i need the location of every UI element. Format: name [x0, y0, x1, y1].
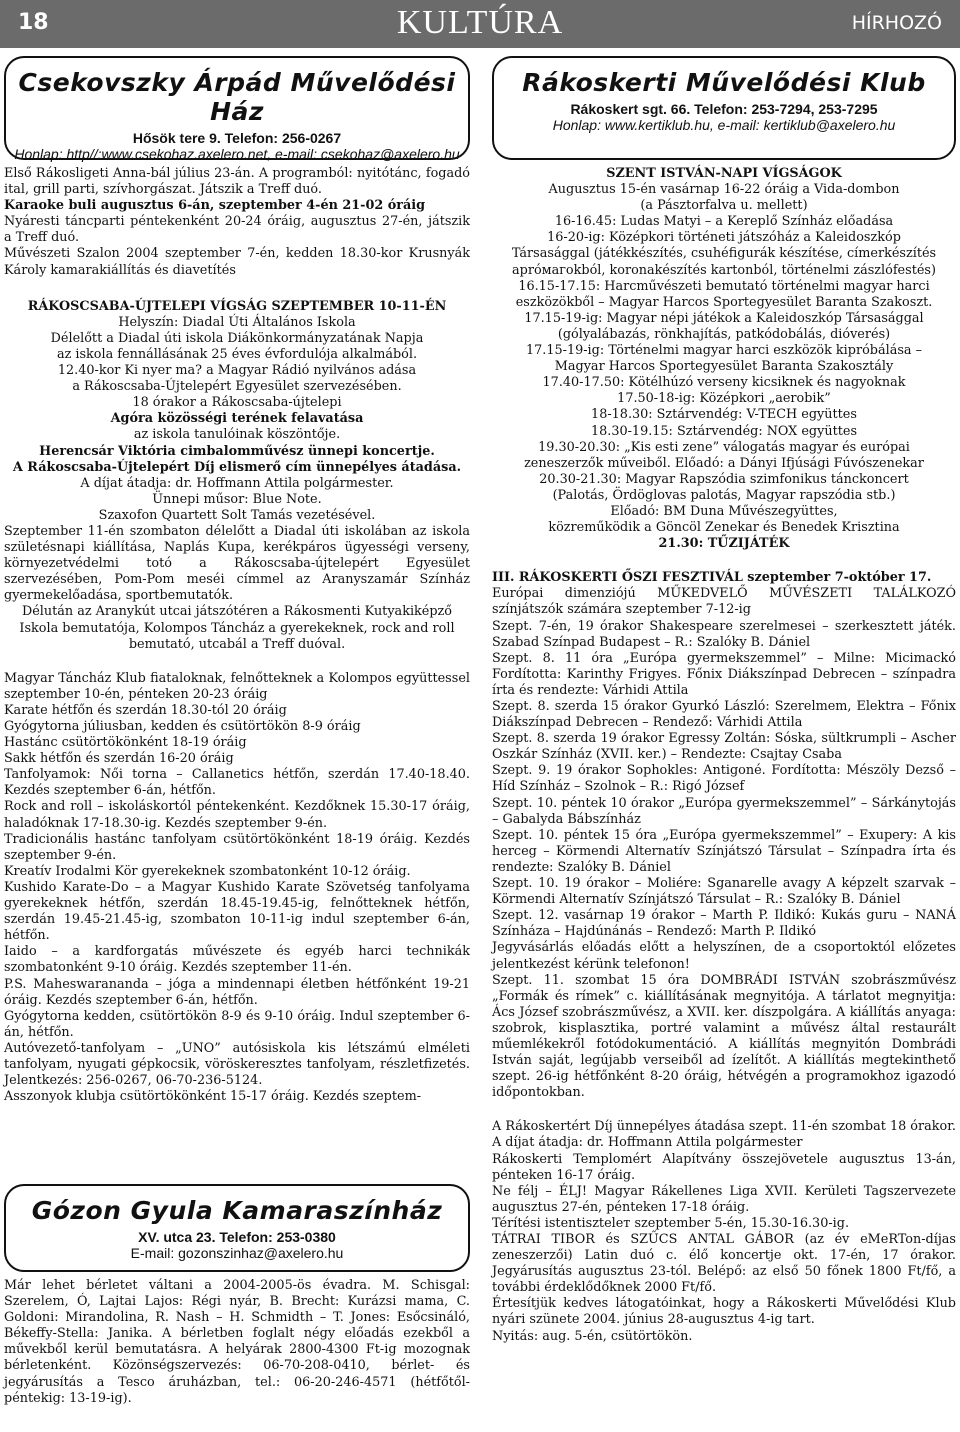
- club-item: Asszonyok klubja csütörtökönként 15-17 óráig. Kezdés szeptem-: [4, 1089, 422, 1105]
- gozon-title: Gózon Gyula Kamaraszínház: [31, 1196, 443, 1225]
- festival-item: Szept. 8. szerda 19 órakor Egressy Zoltán: Sóska, sültkrumpli – Ascher Oszkár Színház (XVII. ker.) – Rendezte: Csajtay Csaba: [492, 731, 956, 763]
- muveszeti-szalon: Művészeti Szalon 2004 szeptember 7-én, kedden 18.30-kor Krusnyák Károly kamarakiállítás és diavetítés: [4, 246, 470, 278]
- program-line: apróмагokból, koronakészítés kartonból, történelmi zászlófestés): [512, 262, 936, 278]
- club-item: Gyógytorna júliusban, kedden és csütörtökön 8-9 óráig: [4, 719, 361, 734]
- program-line: 17.15-19-ig: Magyar népi játékok a Kaleidoszkóp Társasággal: [524, 310, 924, 326]
- clubs-list: [4, 671, 470, 1106]
- publication-name: HÍRHOZÓ: [851, 12, 942, 34]
- rakoskerti-web: Honlap: www.kertiklub.hu, e-mail: kertiklub@axelero.hu: [552, 117, 896, 133]
- vigsag-line: 12.40-kor Ki nyer ma? a Magyar Rádió nyilvános adása: [57, 363, 417, 379]
- csekovszky-address: Hősök tere 9. Telefon: 256-0267: [132, 130, 342, 146]
- closing-block: [492, 1119, 956, 1344]
- program-line: Magyar Harcos Sportegyesület Baranta Szakosztály: [554, 359, 894, 375]
- closing-item: TÁTRAI TIBOR és SZŰCS ANTAL GÁBOR (az év eMeRTon-díjas zeneszerzői) Latin duó c. élő koncertje okt. 17-én, 17 órakor. Jegyárusítás augusztus 23-tól. Belépő: az első 50 főnek 1800 Ft/fő, a további érdeklődőknek 2000 Ft/fő.: [492, 1232, 956, 1296]
- festival-item: Szept. 8. 11 óra „Európa gyermekszemmel” – Milne: Micimackó Fordította: Karinthy Frigyes. Főnix Diákszínpad Debrecen – színpadra írta és rendezte: Várhidi Attila: [492, 650, 956, 698]
- rakoskerti-title: Rákoskerti Művelődési Klub: [522, 68, 926, 97]
- rakoskerti-box: [492, 56, 956, 160]
- festival-item: Szept. 11. szombat 15 óra DOMBRÁDI ISTVÁN szobrászművész „Formák és rímek” c. kiállításának megnyitója. A tárlatot megnyitja: Ács József szobrászművész, a XVII. ker. díszpolgára. A kiállítás anyaga: szobrok, kisplasztika, portré valamint a művész által restaurált műemlékekről fotódokumentáció. A kiállítás megnyitón Dombrádi István saját, legújabb verseiből ad ízelítőt. A kiállítás megtekinthető szept. 26-ig hétfőnként 8-20 óráig, hétvégén a programokhoz igazodó időpontokban.: [492, 972, 956, 1101]
- club-item: Autóvezető-tanfolyam – „UNO” autósiskola kis létszámú elméleti tanfolyam, nyugati gépkocsik, vöröskeresztes tanfolyam, részletfizetés. Jelentkezés: 256-0267, 06-70-236-5124.: [4, 1040, 470, 1089]
- karaoke: Karaoke buli augusztus 6-án, szeptember 4-én 21-02 óráig: [4, 198, 426, 214]
- club-item: Kushido Karate-Do – a Magyar Kushido Karate Szövetség tanfolyama gyerekeknek hétfőn, szerdán 18.45-19.45-ig, felnőtteknek hétfőn, szerdán 19.45-21.45-ig, szombaton 10-11-ig indul szeptember 6-án, hétfőn.: [4, 879, 470, 944]
- program-line: 16.15-17.15: Harcművészeti bemutató történelmi magyar harci: [518, 278, 930, 294]
- club-item: Kreatív Irodalmi Kör gyerekeknek szombatonként 10-12 óráig.: [4, 863, 411, 879]
- festival-item: Európai dimenziójú MŰKEDVELŐ MŰVÉSZETI TALÁLKOZÓ színjátszók számára szeptember 7-12-ig: [492, 586, 956, 618]
- program-line: 16-16.45: Ludas Matyi – a Kereplő Színház előadása: [554, 214, 894, 230]
- club-item: P.S. Maheswarananda – jóga a mindennapi életben hétfőnként 19-21 óráig. Kezdés szeptember 6-án, hétfőn.: [4, 976, 470, 1008]
- festival-title: III. RÁKOSKERTI ŐSZI FESZTIVÁL szeptember 7-október 17.: [492, 570, 932, 586]
- program-line: 21.30: TŰZIJÁTÉK: [658, 536, 790, 552]
- section-title: KULTÚRA: [396, 4, 564, 41]
- vigsag-line: Délelőtt a Diadal úti iskola Diákönkormányzatának Napja: [50, 330, 424, 346]
- festival-block: [492, 570, 956, 1101]
- vigsag-line: A Rákoscsaba-Újtelepért Díj elismerő cím ünnepélyes átadása.: [12, 459, 462, 475]
- program-line: (Palotás, Ördöglovas palotás, Magyar rapszódia stb.): [552, 487, 896, 503]
- vigsag-line: a Rákoscsaba-Újtelepért Egyesület szervezésében.: [72, 379, 402, 395]
- csekovszky-title: Csekovszky Árpád Művelődési Ház: [18, 68, 456, 126]
- anna-bal: Első Rákosligeti Anna-bál július 23-án. A programból: nyitótánc, fogadó ital, grill parti, szívhorgászat. Játszik a Treff duó.: [4, 166, 470, 198]
- program-line: 18-18.30: Sztárvendég: V-TECH együttes: [591, 407, 857, 423]
- club-item: Magyar Táncház Klub fiataloknak, felnőtteknek a Kolompos együttessel szeptember 10-én, pénteken 20-23 óráig: [4, 670, 470, 702]
- page-number: 18: [18, 10, 49, 35]
- closing-item: Rákoskerti Templomért Alapítvány összejövetele augusztus 13-án, pénteken 16-17 óráig.: [492, 1151, 956, 1183]
- closing-item: Ne félj – ÉLJ! Magyar Rákellenes Liga XVII. Kerületi Tagszervezete augusztus 27-én, pénteken 17-18 óráig.: [492, 1183, 956, 1215]
- program-title: SZENT ISTVÁN-NAPI VÍGSÁGOK: [606, 166, 842, 181]
- csekovszky-box: [4, 56, 470, 160]
- vigsag-line: Helyszín: Diadal Úti Általános Iskola: [118, 314, 356, 330]
- afternoon-text: Délután az Aranykút utcai játszótéren a Rákosmenti Kutyakiképző Iskola bemutatója, Kolompos Táncház a gyerekeknek, rock and roll bemutató, utcabál a Treff duóval.: [19, 604, 455, 652]
- vigsag-line: Herencsár Viktória cimbalomművész ünnepi koncertje.: [39, 443, 435, 459]
- program-line: (a Pásztorfalva u. mellett): [640, 198, 808, 214]
- vigsag-line: 18 órakor a Rákoscsaba-újtelepi: [132, 395, 342, 411]
- tancparti: Nyáresti táncparti péntekenként 20-24 óráig, augusztus 27-én, játszik a Treff duó.: [4, 214, 470, 246]
- gozon-email: E-mail: gozonszinhaz@axelero.hu: [130, 1245, 344, 1261]
- club-item: Rock and roll – iskoláskortól péntekenként. Kezdőknek 15.30-17 óráig, haladóknak 17-18.30-ig. Kezdés szeptember 9-én.: [4, 799, 470, 831]
- program-line: eszközökből – Magyar Harcos Sportegyesület Baranta Szakoszt.: [515, 294, 933, 310]
- club-item: Gyógytorna kedden, csütörtökön 8-9 és 9-10 óráig. Indul szeptember 6-án, hétfőn.: [4, 1008, 470, 1040]
- vigsag-line: Szaxofon Quartett Solt Tamás vezetésével.: [98, 507, 376, 523]
- program-line: 17.50-18-ig: Középkori „aerobik”: [617, 391, 831, 407]
- closing-item: Értesítjük kedves látogatóinkat, hogy a Rákoskerti Művelődési Klub nyári szünete 2004. június 28-augusztus 4-ig tart.: [492, 1296, 956, 1328]
- vigsag-line: A díjat átadja: dr. Hoffmann Attila polgármester.: [80, 475, 394, 491]
- program-line: 17.15-19-ig: Történelmi magyar harci eszközök kipróbálása –: [525, 343, 922, 359]
- vigsag-line: Ünnepi műsor: Blue Note.: [152, 491, 322, 507]
- program-line: közreműködik a Göncöl Zenekar és Benedek Krisztina: [548, 520, 900, 536]
- csekovszky-web: Honlap: http//:www.csekohaz.axelero.net, e-mail: csekohaz@axelero.hu: [14, 146, 460, 162]
- program-line: Társasággal (játékkészítés, csuhéfigurák készítése, címerkészítés: [511, 246, 937, 262]
- festival-item: Szept. 9. 19 órakor Sophokles: Antigoné. Fordította: Mészöly Dezső – Híd Színház – Szolnok – R.: Rigó József: [492, 763, 956, 795]
- club-item: Hastánc csütörtökönként 18-19 óráig: [4, 735, 247, 751]
- festival-item: Szept. 7-én, 19 órakor Shakespeare szerelmesei – szerkesztett játék. Szabad Színpad Budapest – R.: Szalóky B. Dániel: [492, 618, 956, 650]
- program-line: Augusztus 15-én vasárnap 16-22 óráig a Vida-dombon: [548, 182, 900, 198]
- vigsag-line: az iskola fennállásának 25 éves évfordulója alkalmából.: [56, 346, 418, 362]
- gozon-address: XV. utca 23. Telefon: 253-0380: [138, 1229, 336, 1245]
- right-column: [492, 56, 956, 1345]
- club-item: Karate hétfőn és szerdán 18.30-tól 20 óráig: [4, 702, 287, 718]
- festival-item: Szept. 10. péntek 15 óra „Európa gyermekszemmel” – Exupery: A kis herceg – Körmendi Alternatív Színjátszó Társulat – Színpadra írta és rendezte: Szalóky B. Dániel: [492, 827, 956, 875]
- program-line: 20.30-21.30: Magyar Rapszódia szimfonikus tánckoncert: [539, 471, 909, 487]
- szent-istvan-program: [492, 166, 956, 552]
- program-line: 17.40-17.50: Kötélhúzó verseny kicsiknek és nagyoknak: [542, 375, 906, 391]
- vigsag-block: [4, 299, 470, 524]
- program-line: 16-20-ig: Középkori történeti játszóház a Kaleidoszkóp: [547, 230, 901, 246]
- club-item: Iaido – a kardforgatás művészete és egyéb harci technikák szombatonként 9-10 óráig. Kezdés szeptember 11-én.: [4, 944, 470, 976]
- club-item: Tanfolyamok: Női torna – Callanetics hétfőn, szerdán 17.40-18.40. Kezdés szeptember 6-án, hétfőn.: [4, 767, 470, 799]
- program-line: (gólyalábazás, rönkhajítás, patkódobálás, dióverés): [557, 326, 891, 342]
- page-header: [0, 0, 960, 48]
- festival-item: Szept. 10. péntek 10 órakor „Európa gyermekszemmel” – Sárkánytojás – Gabalyda Bábszínház: [492, 795, 956, 827]
- club-item: Tradicionális hastánc tanfolyam csütörtökönként 18-19 óráig. Kezdés szeptember 9-én.: [4, 831, 470, 863]
- vigsag-line: Agóra közösségi terének felavatása: [110, 411, 364, 427]
- gozon-section: [4, 1184, 470, 1407]
- gozon-box: [4, 1184, 470, 1272]
- festival-item: Jegyvásárlás előadás előtt a helyszínen, de a csoportoktól előzetes jelentkezést kérünk telefonon!: [492, 940, 956, 972]
- vigsag-line: az iskola tanulóinak köszöntője.: [133, 427, 341, 443]
- vigsag-title: RÁKOSCSABA-ÚJTELEPI VÍGSÁG SZEPTEMBER 10-11-ÉN: [27, 298, 447, 314]
- closing-item: Térítési istentiszteleт szeptember 5-én, 15.30-16.30-ig.: [492, 1215, 850, 1231]
- program-line: Előadó: BM Duna Művészegyüttes,: [610, 503, 838, 519]
- gozon-text: Már lehet bérletet váltani a 2004-2005-ös évadra. M. Schisgal: Szerelem, Ó, Lajtai Lajos: Régi nyár, B. Brecht: Kurázsi mama, C. Goldoni: Mirandolina, R. Nash – H. Schmidth – T. Jones: Esőcsináló, Békeffy-Stella: Janika. A bérletben foglalt négy előadás ezekből a művekből kerül bemutatásra. A helyárak 2800-4300 Ft-ig mozognak bérletenként. Közönségszervezés: 06-70-208-0410, bérlet- és jegyárusítás a Tesco áruházban, tel.: 06-20-246-4571 (hétfőtől-péntekig: 13-19-ig).: [4, 1278, 470, 1406]
- festival-item: Szept. 8. szerda 15 órakor Gyurkó László: Szerelmem, Elektra – Főnix Diákszínpad Debrecen – Rendező: Várhidi Attila: [492, 699, 956, 731]
- program-line: zeneszerzők műveiből. Előadó: a Dányi Ifjúsági Fúvószenekar: [524, 455, 924, 471]
- closing-item: A Rákoskertért Díj ünnepélyes átadása szept. 11-én szombat 18 órakor. A díjat átadja: dr. Hoffmann Attila polgármester: [492, 1119, 956, 1151]
- festival-item: Szept. 12. vasárnap 19 órakor – Marth P. Ildikó: Kukás guru – NANÁ Színháza – Hajdúnánás – Rendező: Marth P. Ildikó: [492, 908, 956, 940]
- program-line: 19.30-20.30: „Kis esti zene” válogatás magyar és európai: [538, 439, 910, 455]
- program-line: 18.30-19.15: Sztárvendég: NOX együttes: [590, 423, 858, 439]
- festival-item: Szept. 10. 19 órakor – Moliére: Sganarelle avagy A képzelt szarvak – Körmendi Alternatív Színjátszó Társulat – R.: Szalóky B. Dániel: [492, 876, 956, 908]
- closing-item: Nyitás: aug. 5-én, csütörtökön.: [492, 1328, 693, 1344]
- left-column: [4, 56, 470, 1105]
- rakoskerti-address: Rákoskert sgt. 66. Telefon: 253-7294, 253-7295: [570, 101, 878, 117]
- sept11-text: Szeptember 11-én szombaton délelőtt a Diadal úti iskolában az iskola születésnapi kiállítása, Naplás Kupa, kerékpáros ügyességi verseny, környezetvédelmi totó a Rákoscsaba-újtelepért Egyesület szervezésében, Pom-Pom meséi címmel az Aranyszamár Színház gyermekelőadása, sportbemutatók.: [4, 523, 470, 604]
- club-item: Sakk hétfőn és szerdán 16-20 óráig: [4, 751, 234, 767]
